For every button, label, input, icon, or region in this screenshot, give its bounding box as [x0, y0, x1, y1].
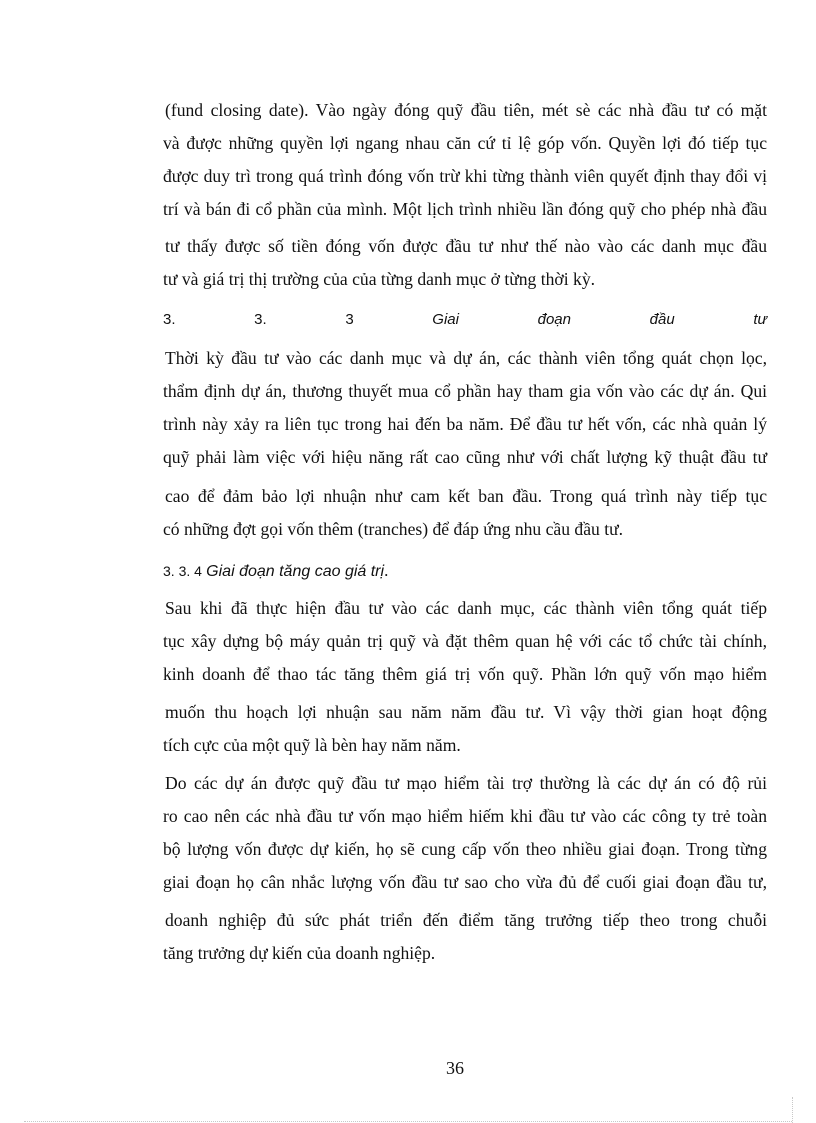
- body-text-line: trình này xảy ra liên tục trong hai đến ba năm. Để đầu tư hết vốn, các nhà quản lý: [163, 414, 767, 434]
- body-text-line: trí và bán đi cổ phần của mình. Một lịch trình nhiều lần đóng quỹ cho phép nhà đầu: [163, 199, 767, 219]
- heading-suffix: .: [384, 561, 389, 580]
- body-text-line: Thời kỳ đầu tư vào các danh mục và dự án, các thành viên tổng quát chọn lọc,: [165, 348, 767, 368]
- body-text-line: kinh doanh để thao tác tăng thêm giá trị vốn quỹ. Phần lớn quỹ vốn mạo hiểm: [163, 664, 767, 684]
- page-border-bottom: [24, 1121, 792, 1122]
- body-text-line: doanh nghiệp đủ sức phát triển đến điểm tăng trưởng tiếp theo trong chuỗi: [165, 910, 767, 930]
- body-text-line: ro cao nên các nhà đầu tư vốn mạo hiểm hiếm khi đầu tư vào các công ty trẻ toàn: [163, 806, 767, 826]
- body-text-line: (fund closing date). Vào ngày đóng quỹ đầu tiên, mét sè các nhà đầu tư có mặt: [165, 100, 767, 120]
- body-text-line: tư thấy được số tiền đóng vốn được đầu tư như thế nào vào các danh mục đầu: [165, 236, 767, 256]
- heading-title: Giai đoạn tăng cao giá trị: [206, 563, 385, 580]
- body-text-line: tư và giá trị thị trường của của từng danh mục ở từng thời kỳ.: [163, 269, 596, 289]
- heading-title-word: Giai: [432, 311, 459, 328]
- heading-title-word: đoạn: [537, 311, 571, 328]
- body-text-line: có những đợt gọi vốn thêm (tranches) để đáp ứng nhu cầu đầu tư.: [163, 519, 624, 539]
- body-text-line: quỹ phải làm việc với hiệu năng rất cao cũng như với chất lượng kỹ thuật đầu tư: [163, 447, 767, 467]
- body-text-line: bộ lượng vốn được dự kiến, họ sẽ cung cấp vốn theo nhiều giai đoạn. Trong từng: [163, 839, 767, 859]
- body-text-line: tích cực của một quỹ là bèn hay năm năm.: [163, 735, 461, 755]
- body-text-line: giai đoạn họ cân nhắc lượng vốn đầu tư sao cho vừa đủ để cuối giai đoạn đầu tư,: [163, 872, 767, 892]
- page-border-right: [792, 1097, 793, 1123]
- heading-title-word: đầu: [649, 311, 675, 328]
- section-heading-3-3-4: [163, 561, 388, 582]
- heading-title-word: tư: [753, 311, 767, 328]
- body-text-line: được duy trì trong quá trình đóng vốn trừ khi từng thành viên quyết định thay đổi vị: [163, 166, 767, 186]
- heading-number-part: 3.: [163, 311, 176, 328]
- body-text-line: và được những quyền lợi ngang nhau căn cứ tỉ lệ góp vốn. Quyền lợi đó tiếp tục: [163, 133, 767, 153]
- body-text-line: Sau khi đã thực hiện đầu tư vào các danh mục, các thành viên tổng quát tiếp: [165, 598, 767, 618]
- heading-number: 3. 3. 4: [163, 563, 202, 579]
- page-number: 36: [446, 1058, 464, 1078]
- heading-number-part: 3: [345, 311, 354, 328]
- section-heading-3-3-3: [163, 310, 767, 330]
- body-text-line: muốn thu hoạch lợi nhuận sau năm năm đầu tư. Vì vậy thời gian hoạt động: [165, 702, 767, 722]
- body-text-line: Do các dự án được quỹ đầu tư mạo hiểm tài trợ thường là các dự án có độ rủi: [165, 773, 767, 793]
- body-text-line: tăng trưởng dự kiến của doanh nghiệp.: [163, 943, 436, 963]
- body-text-line: tục xây dựng bộ máy quản trị quỹ và đặt thêm quan hệ với các tổ chức tài chính,: [163, 631, 767, 651]
- heading-number-part: 3.: [254, 311, 267, 328]
- body-text-line: thẩm định dự án, thương thuyết mua cổ phần hay tham gia vốn vào các dự án. Qui: [163, 381, 767, 401]
- body-text-line: cao để đảm bảo lợi nhuận như cam kết ban đầu. Trong quá trình này tiếp tục: [165, 486, 767, 506]
